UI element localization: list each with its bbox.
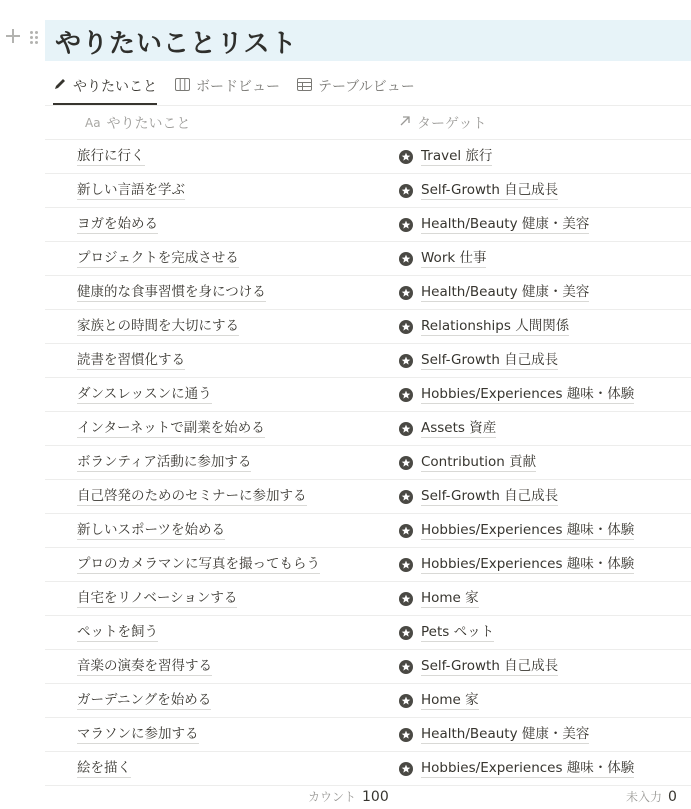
table-row[interactable] xyxy=(45,582,691,616)
row-name-text[interactable]: 読書を習慣化する xyxy=(77,351,185,368)
row-name-text[interactable]: ヨガを始める xyxy=(77,215,158,232)
row-name-cell[interactable] xyxy=(77,514,225,547)
row-name-cell[interactable] xyxy=(77,276,266,309)
row-target-link[interactable]: Self-Growth 自己成長 xyxy=(421,657,559,674)
row-target-cell[interactable] xyxy=(399,650,558,683)
row-target-cell[interactable] xyxy=(399,514,634,547)
page-title[interactable]: やりたいことリスト xyxy=(55,29,298,59)
star-icon xyxy=(399,592,413,606)
row-name-cell[interactable] xyxy=(77,208,158,241)
row-target-cell[interactable] xyxy=(399,174,558,207)
tab-todo-view[interactable] xyxy=(53,68,157,104)
table-footer xyxy=(0,784,691,809)
count-label: カウント xyxy=(308,790,357,804)
row-target-cell[interactable] xyxy=(399,208,589,241)
row-target-link[interactable]: Hobbies/Experiences 趣味・体験 xyxy=(421,385,635,402)
tab-board-view[interactable] xyxy=(175,68,280,104)
row-target-link[interactable]: Hobbies/Experiences 趣味・体験 xyxy=(421,759,635,776)
tab-table-view[interactable] xyxy=(297,68,415,104)
row-name-cell[interactable] xyxy=(77,344,185,377)
table-header xyxy=(45,106,691,140)
row-name-cell[interactable] xyxy=(77,412,265,445)
star-icon xyxy=(399,184,413,198)
unfilled-value: 0 xyxy=(668,789,677,805)
star-icon xyxy=(399,762,413,776)
row-name-text[interactable]: インターネットで副業を始める xyxy=(77,419,265,436)
row-name-text[interactable]: 新しい言語を学ぶ xyxy=(77,181,185,198)
table-row[interactable] xyxy=(45,174,691,208)
row-name-text[interactable]: マラソンに参加する xyxy=(77,725,199,742)
add-block-icon[interactable] xyxy=(6,29,20,43)
row-target-link[interactable]: Self-Growth 自己成長 xyxy=(421,181,559,198)
row-target-cell[interactable] xyxy=(399,752,634,785)
row-name-text[interactable]: プロのカメラマンに写真を撮ってもらう xyxy=(77,555,320,572)
relation-arrow-icon xyxy=(399,115,411,131)
row-target-cell[interactable] xyxy=(399,344,558,377)
row-target-cell[interactable] xyxy=(399,718,589,751)
row-name-text[interactable]: ガーデニングを始める xyxy=(77,691,212,708)
star-icon xyxy=(399,354,413,368)
row-name-cell[interactable] xyxy=(77,650,212,683)
row-target-cell[interactable] xyxy=(399,140,492,173)
row-name-cell[interactable] xyxy=(77,446,251,479)
column-header-name[interactable] xyxy=(85,106,191,139)
row-target-link[interactable]: Hobbies/Experiences 趣味・体験 xyxy=(421,555,635,572)
row-target-cell[interactable] xyxy=(399,548,634,581)
row-target-cell[interactable] xyxy=(399,412,496,445)
star-icon xyxy=(399,524,413,538)
row-name-text[interactable]: 絵を描く xyxy=(77,759,131,776)
count-value: 100 xyxy=(362,789,389,805)
row-target-link[interactable]: Travel 旅行 xyxy=(421,147,493,164)
row-target-link[interactable]: Self-Growth 自己成長 xyxy=(421,351,559,368)
title-row xyxy=(0,20,691,61)
row-target-cell[interactable] xyxy=(399,310,569,343)
row-target-link[interactable]: Assets 資産 xyxy=(421,419,497,436)
row-name-cell[interactable] xyxy=(77,548,320,581)
row-target-cell[interactable] xyxy=(399,276,589,309)
row-target-cell[interactable] xyxy=(399,684,479,717)
star-icon xyxy=(399,626,413,640)
row-name-text[interactable]: 新しいスポーツを始める xyxy=(77,521,225,538)
row-name-cell[interactable] xyxy=(77,480,307,513)
row-name-cell[interactable] xyxy=(77,684,211,717)
row-target-link[interactable]: Self-Growth 自己成長 xyxy=(421,487,559,504)
row-name-text[interactable]: 音楽の演奏を習得する xyxy=(77,657,212,674)
table-row[interactable] xyxy=(45,276,691,310)
tab-label: テーブルビュー xyxy=(318,79,415,95)
column-header-label: やりたいこと xyxy=(106,115,191,132)
row-name-text[interactable]: ダンスレッスンに通う xyxy=(77,385,212,402)
view-tabs xyxy=(45,68,691,104)
row-name-cell[interactable] xyxy=(77,174,185,207)
row-target-cell[interactable] xyxy=(399,582,479,615)
text-property-icon: Aa xyxy=(85,115,101,130)
row-target-link[interactable]: Hobbies/Experiences 趣味・体験 xyxy=(421,521,635,538)
row-name-text[interactable]: プロジェクトを完成させる xyxy=(77,249,239,266)
row-name-cell[interactable] xyxy=(77,752,131,785)
table-row[interactable] xyxy=(45,548,691,582)
row-name-cell[interactable] xyxy=(77,582,237,615)
row-target-link[interactable]: Home 家 xyxy=(421,691,479,708)
row-target-link[interactable]: Health/Beauty 健康・美容 xyxy=(421,215,590,232)
table-row[interactable] xyxy=(45,310,691,344)
row-target-link[interactable]: Contribution 貢献 xyxy=(421,453,537,470)
row-name-cell[interactable] xyxy=(77,310,239,343)
row-target-link[interactable]: Pets ペット xyxy=(421,623,495,640)
table-row[interactable] xyxy=(45,752,691,786)
star-icon xyxy=(399,218,413,232)
row-target-cell[interactable] xyxy=(399,616,494,649)
tab-label: ボードビュー xyxy=(196,79,280,95)
star-icon xyxy=(399,456,413,470)
row-name-text[interactable]: 健康的な食事習慣を身につける xyxy=(77,283,266,300)
row-target-link[interactable]: Relationships 人間関係 xyxy=(421,317,570,334)
star-icon xyxy=(399,286,413,300)
column-header-target[interactable] xyxy=(399,106,486,139)
star-icon xyxy=(399,320,413,334)
star-icon xyxy=(399,558,413,572)
row-target-cell[interactable] xyxy=(399,378,634,411)
star-icon xyxy=(399,150,413,164)
table-row[interactable] xyxy=(45,446,691,480)
row-name-text[interactable]: ペットを飼う xyxy=(77,623,158,640)
table-row[interactable] xyxy=(45,140,691,174)
star-icon xyxy=(399,694,413,708)
row-name-cell[interactable] xyxy=(77,378,212,411)
row-name-cell[interactable] xyxy=(77,718,199,751)
page-title-block[interactable] xyxy=(45,20,691,61)
tab-label: やりたいこと xyxy=(73,79,157,95)
star-icon xyxy=(399,490,413,504)
table-icon xyxy=(297,78,312,95)
unfilled-label: 未入力 xyxy=(626,790,663,804)
table-row[interactable] xyxy=(45,718,691,752)
row-name-cell[interactable] xyxy=(77,140,145,173)
table-row[interactable] xyxy=(45,208,691,242)
row-name-text[interactable]: 自己啓発のためのセミナーに参加する xyxy=(77,487,307,504)
column-header-label: ターゲット xyxy=(417,115,487,132)
star-icon xyxy=(399,728,413,742)
table-row[interactable] xyxy=(45,650,691,684)
row-target-cell[interactable] xyxy=(399,446,536,479)
row-name-text[interactable]: 自宅をリノベーションする xyxy=(77,589,238,606)
row-name-cell[interactable] xyxy=(77,616,158,649)
table-row[interactable] xyxy=(45,344,691,378)
table-row[interactable] xyxy=(45,480,691,514)
count-calculation[interactable] xyxy=(308,788,389,805)
row-name-text[interactable]: 旅行に行く xyxy=(77,147,145,164)
row-target-link[interactable]: Work 仕事 xyxy=(421,249,487,266)
table-row[interactable] xyxy=(45,242,691,276)
star-icon xyxy=(399,660,413,674)
star-icon xyxy=(399,388,413,402)
pencil-icon xyxy=(53,77,67,95)
star-icon xyxy=(399,252,413,266)
unfilled-calculation[interactable] xyxy=(626,788,677,805)
table-row[interactable] xyxy=(45,412,691,446)
row-target-cell[interactable] xyxy=(399,480,558,513)
table-row[interactable] xyxy=(45,378,691,412)
board-icon xyxy=(175,78,190,95)
row-name-cell[interactable] xyxy=(77,242,239,275)
star-icon xyxy=(399,422,413,436)
row-target-link[interactable]: Health/Beauty 健康・美容 xyxy=(421,725,590,742)
row-name-text[interactable]: 家族との時間を大切にする xyxy=(77,317,239,334)
row-target-link[interactable]: Health/Beauty 健康・美容 xyxy=(421,283,590,300)
table-row[interactable] xyxy=(45,616,691,650)
table-row[interactable] xyxy=(45,684,691,718)
drag-handle-icon[interactable] xyxy=(30,31,38,45)
table-row[interactable] xyxy=(45,514,691,548)
row-target-link[interactable]: Home 家 xyxy=(421,589,479,606)
row-name-text[interactable]: ボランティア活動に参加する xyxy=(77,453,252,470)
row-target-cell[interactable] xyxy=(399,242,486,275)
